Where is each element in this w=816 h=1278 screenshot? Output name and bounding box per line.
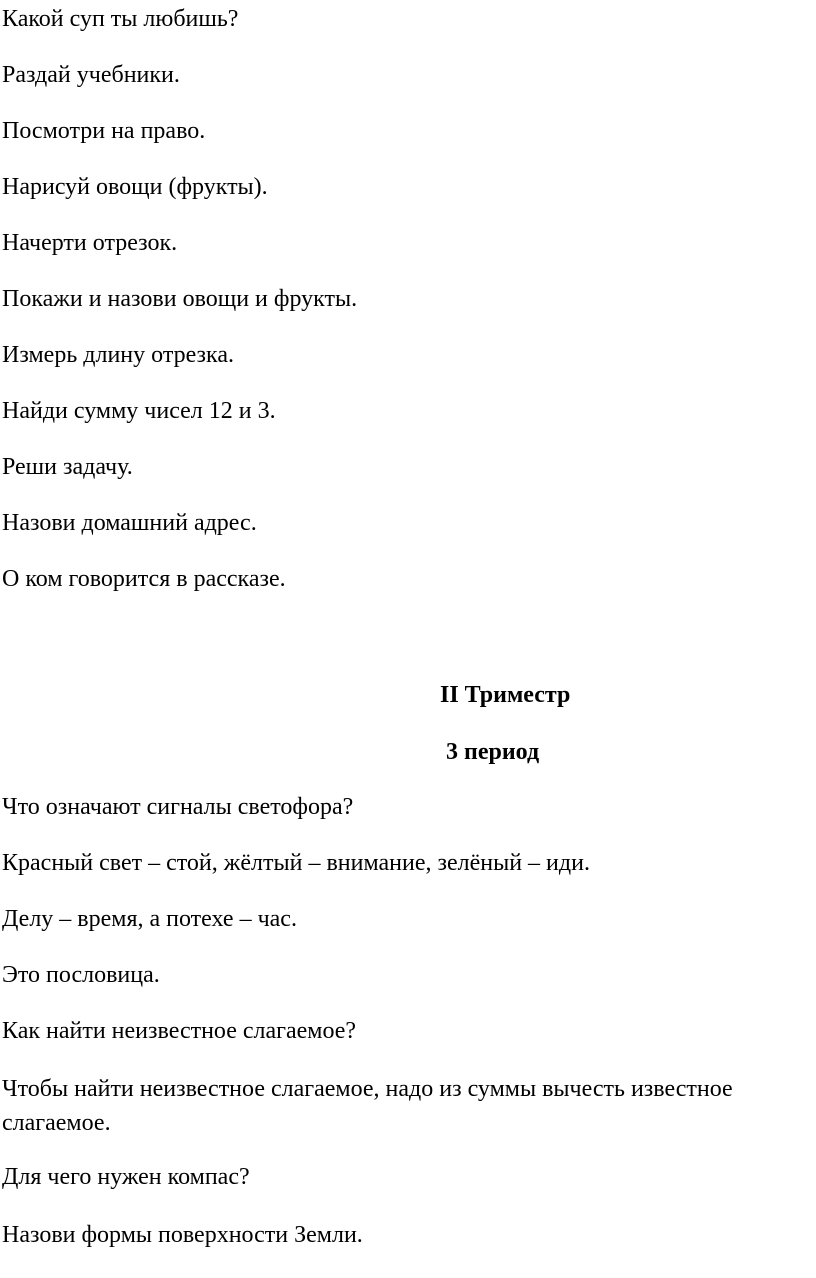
text-line: Измерь длину отрезка. (2, 342, 234, 368)
text-paragraph: Чтобы найти неизвестное слагаемое, надо из суммы вычесть известное слагаемое. (2, 1076, 733, 1136)
period-title: 3 период (446, 739, 540, 765)
text-line: Красный свет – стой, жёлтый – внимание, зелёный – иди. (2, 850, 590, 876)
text-line: Это пословица. (2, 962, 160, 988)
text-line: Для чего нужен компас? (2, 1164, 250, 1190)
text-line: Начерти отрезок. (2, 230, 178, 256)
text-line: Реши задачу. (2, 454, 133, 480)
text-line: Нарисуй овощи (фрукты). (2, 174, 268, 200)
text-line: Посмотри на право. (2, 118, 206, 144)
text-line: Найди сумму чисел 12 и 3. (2, 398, 276, 424)
section-title: II Триместр (440, 682, 571, 708)
text-line: Делу – время, а потехе – час. (2, 906, 297, 932)
text-line: Назови формы поверхности Земли. (2, 1222, 363, 1248)
text-line: Что означают сигналы светофора? (2, 794, 354, 820)
text-line: Какой суп ты любишь? (2, 6, 239, 32)
text-line: Раздай учебники. (2, 62, 180, 88)
text-line: Покажи и назови овощи и фрукты. (2, 286, 358, 312)
text-line: Как найти неизвестное слагаемое? (2, 1018, 357, 1044)
text-line: Назови домашний адрес. (2, 510, 257, 536)
text-line: О ком говорится в рассказе. (2, 566, 286, 592)
